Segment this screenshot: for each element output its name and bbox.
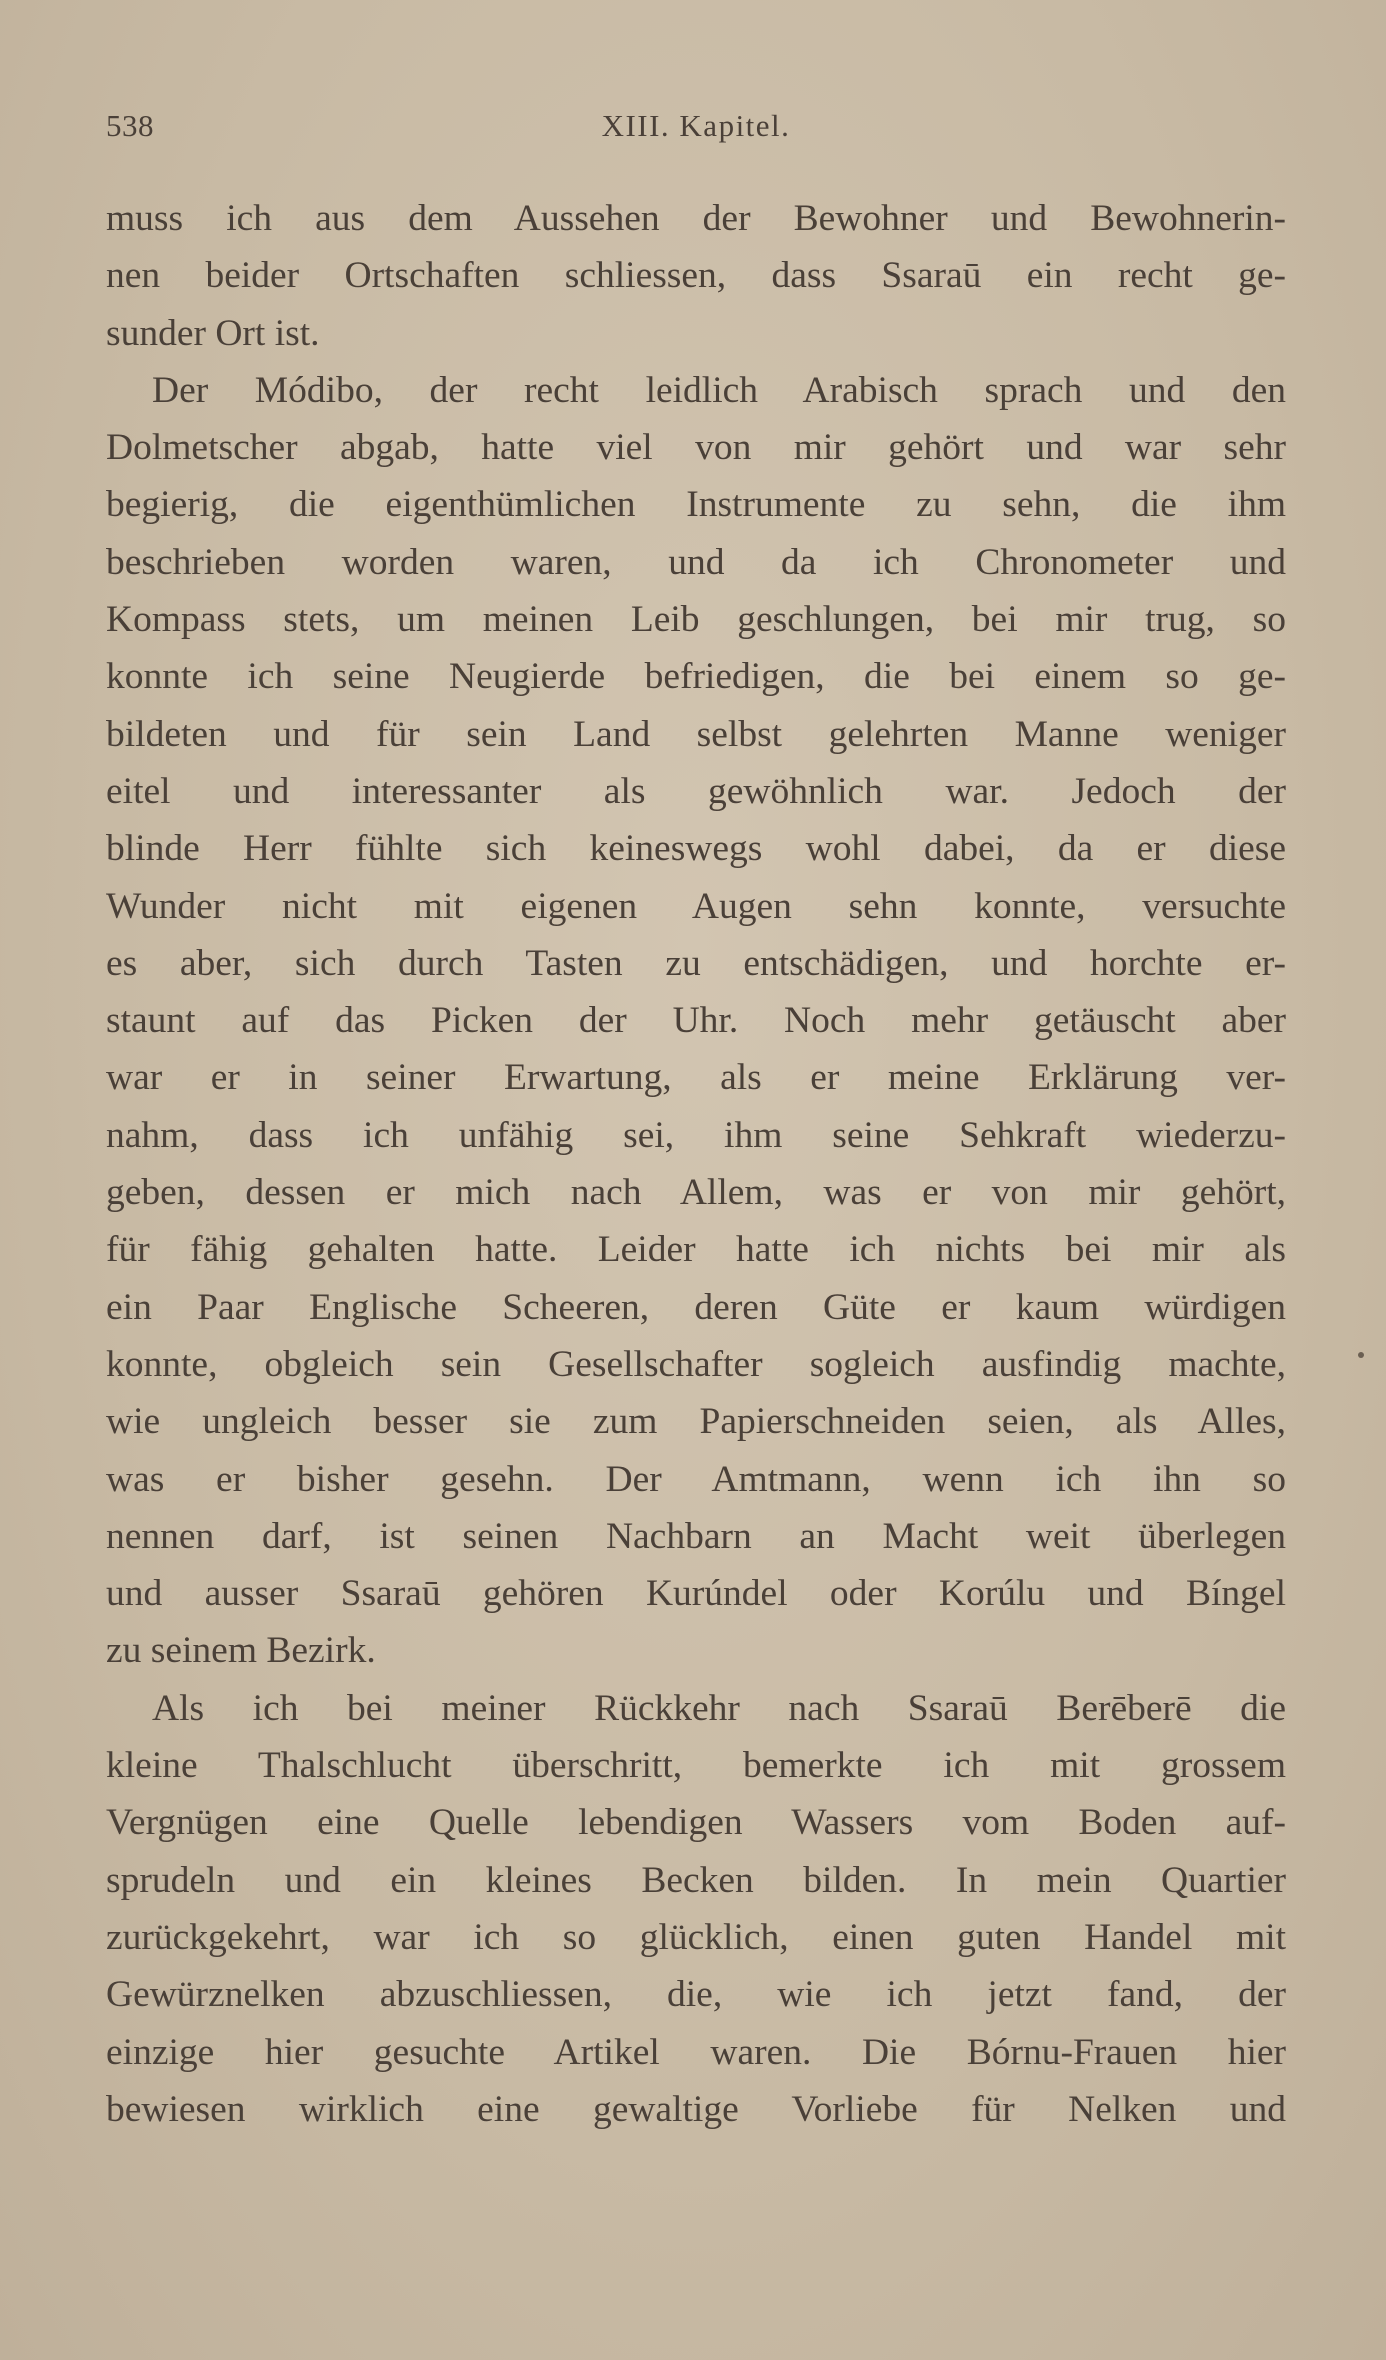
paragraph-2 — [106, 362, 1286, 1680]
text-line: und ausser Ssaraū gehören Kurúndel oder Korúlu und Bíngel — [106, 1573, 1286, 1615]
text-line: Der Módibo, der recht leidlich Arabisch sprach und den — [152, 369, 1286, 411]
text-line: Gewürznelken abzuschliessen, die, wie ich jetzt fand, der — [106, 1974, 1286, 2016]
text-line: Vergnügen eine Quelle lebendigen Wassers vom Boden auf- — [106, 1802, 1286, 1844]
text-line: begierig, die eigenthümlichen Instrumente zu sehn, die ihm — [106, 484, 1286, 526]
body-text — [106, 190, 1286, 2138]
text-line: bewiesen wirklich eine gewaltige Vorliebe für Nelken und — [106, 2088, 1286, 2130]
text-line: zu seinem Bezirk. — [106, 1630, 376, 1672]
text-line: es aber, sich durch Tasten zu entschädigen, und horchte er- — [106, 942, 1286, 984]
text-line: nahm, dass ich unfähig sei, ihm seine Sehkraft wiederzu- — [106, 1114, 1286, 1156]
paragraph-1 — [106, 190, 1286, 362]
text-line: nennen darf, ist seinen Nachbarn an Macht weit überlegen — [106, 1515, 1286, 1557]
page-header — [106, 108, 1286, 156]
text-line: ein Paar Englische Scheeren, deren Güte er kaum würdigen — [106, 1286, 1286, 1328]
text-line: für fähig gehalten hatte. Leider hatte ich nichts bei mir als — [106, 1229, 1286, 1271]
text-line: eitel und interessanter als gewöhnlich war. Jedoch der — [106, 770, 1286, 812]
paragraph-3 — [106, 1680, 1286, 2138]
text-line: sunder Ort ist. — [106, 312, 320, 354]
text-line: sprudeln und ein kleines Becken bilden. In mein Quartier — [106, 1859, 1286, 1901]
text-line: nen beider Ortschaften schliessen, dass Ssaraū ein recht ge- — [106, 255, 1286, 297]
text-line: staunt auf das Picken der Uhr. Noch mehr getäuscht aber — [106, 1000, 1286, 1042]
text-line: Als ich bei meiner Rückkehr nach Ssaraū Berēberē die — [152, 1687, 1286, 1729]
text-line: muss ich aus dem Aussehen der Bewohner und Bewohnerin- — [106, 198, 1286, 239]
text-line: einzige hier gesuchte Artikel waren. Die Bórnu-Frauen hier — [106, 2031, 1286, 2073]
page-number: 538 — [106, 108, 154, 143]
text-line: Dolmetscher abgab, hatte viel von mir gehört und war sehr — [106, 427, 1286, 469]
text-line: war er in seiner Erwartung, als er meine Erklärung ver- — [106, 1057, 1286, 1099]
text-line: blinde Herr fühlte sich keineswegs wohl dabei, da er diese — [106, 828, 1286, 870]
text-line: wie ungleich besser sie zum Papierschneiden seien, als Alles, — [106, 1401, 1286, 1443]
text-line: beschrieben worden waren, und da ich Chronometer und — [106, 541, 1286, 583]
ink-speck — [1358, 1352, 1364, 1358]
text-line: konnte ich seine Neugierde befriedigen, die bei einem so ge- — [106, 656, 1286, 698]
text-line: was er bisher gesehn. Der Amtmann, wenn ich ihn so — [106, 1458, 1286, 1500]
text-line: Wunder nicht mit eigenen Augen sehn konnte, versuchte — [106, 885, 1286, 927]
text-line: zurückgekehrt, war ich so glücklich, einen guten Handel mit — [106, 1916, 1286, 1958]
running-title: XIII. Kapitel. — [601, 108, 791, 143]
text-line: bildeten und für sein Land selbst gelehrten Manne weniger — [106, 713, 1286, 755]
text-line: Kompass stets, um meinen Leib geschlungen, bei mir trug, so — [106, 599, 1286, 641]
text-line: konnte, obgleich sein Gesellschafter sogleich ausfindig machte, — [106, 1343, 1286, 1385]
text-line: kleine Thalschlucht überschritt, bemerkte ich mit grossem — [106, 1745, 1286, 1787]
text-line: geben, dessen er mich nach Allem, was er von mir gehört, — [106, 1172, 1286, 1214]
